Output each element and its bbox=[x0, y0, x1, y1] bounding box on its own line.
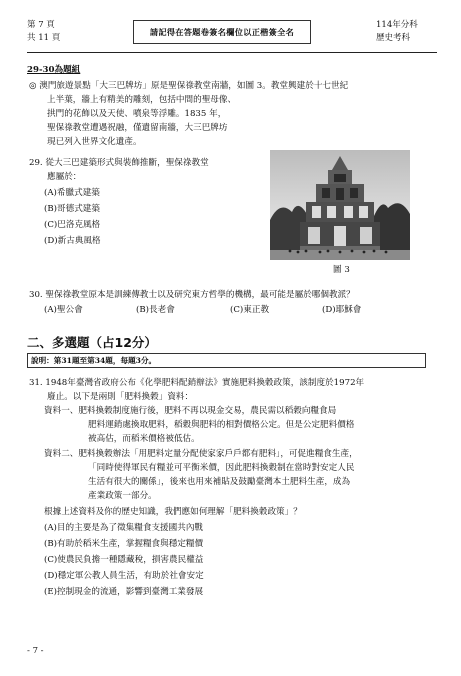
header-rule bbox=[27, 52, 437, 53]
passage-line: 拱門的花飾以及天使、噴泉等浮雕。1835 年， bbox=[47, 109, 227, 119]
q29-option: (A)希臘式建築 bbox=[44, 188, 100, 198]
material-2: 生活有很大的關係」，後來也用來補貼及鼓勵臺灣本土肥料生產，成為 bbox=[88, 477, 351, 487]
material-1: 肥料運銷處換取肥料，稻穀與肥料的相對價格公定。但是公定肥料價格 bbox=[88, 420, 355, 430]
material-1: 資料一、肥料換穀制度施行後，肥料不再以現金交易，農民需以稻穀向糧食局 bbox=[44, 406, 337, 416]
passage-line: ◎ 澳門旅遊景點「大三巴牌坊」原是聖保祿教堂南牆，如圖 3。教堂興建於十七世紀 bbox=[29, 81, 349, 91]
exam-subject: 歷史考科 bbox=[376, 33, 411, 43]
page-number: 第 7 頁 bbox=[27, 20, 55, 30]
q31-question: 根據上述資料及你的歷史知識，我們應如何理解「肥料換穀政策」？ bbox=[44, 507, 302, 517]
q31-stem: 31. 1948年臺灣省政府公布《化學肥料配銷辦法》實施肥料換穀政策，該制度於1972年 bbox=[29, 378, 365, 388]
q29-stem: 應屬於： bbox=[47, 172, 82, 182]
q30-stem: 30. 聖保祿教堂原本是訓練傳教士以及研究東方哲學的機構，最可能是屬於哪個教派？ bbox=[29, 290, 355, 300]
exam-year: 114年分科 bbox=[376, 20, 418, 30]
q29-option: (C)巴洛克風格 bbox=[44, 220, 101, 230]
q29-option: (B)哥德式建築 bbox=[44, 204, 100, 214]
material-2: 資料二、肥料換穀辦法「用肥料定量分配使家家戶戶都有肥料」，可促進糧食生產， bbox=[44, 449, 358, 459]
q31-option: (E)控制現金的流通，影響到臺灣工業發展 bbox=[44, 587, 204, 597]
q30-option: (C)東正教 bbox=[230, 305, 270, 315]
passage-line: 上半葉，牆上有精美的雕刻，包括中間的聖母像、 bbox=[47, 95, 237, 105]
figure-caption: 圖 3 bbox=[333, 265, 350, 275]
page-total: 共 11 頁 bbox=[27, 33, 61, 43]
passage-line: 聖保祿教堂遭遇祝融，僅遺留南牆，大三巴牌坊 bbox=[47, 123, 228, 133]
section-title: 二、多選題（占12分） bbox=[27, 335, 157, 350]
passage-line: 現已列入世界文化遺產。 bbox=[47, 137, 142, 147]
q31-option: (C)使農民負擔一種隱藏稅，損害農民權益 bbox=[44, 555, 204, 565]
group-title: 29-30為題組 bbox=[27, 65, 81, 75]
q30-option: (A)聖公會 bbox=[44, 305, 83, 315]
page-footer: - 7 - bbox=[27, 646, 44, 656]
ruins-of-st-paul-photo bbox=[270, 150, 410, 260]
q30-option: (B)長老會 bbox=[136, 305, 175, 315]
q30-option: (D)耶穌會 bbox=[322, 305, 362, 315]
q29-option: (D)新古典風格 bbox=[44, 236, 101, 246]
signature-notice: 請記得在答題卷簽名欄位以正楷簽全名 bbox=[133, 20, 311, 44]
q31-option: (A)目的主要是為了徵集糧食支援國共內戰 bbox=[44, 523, 204, 533]
section-note: 說明：第31題至第34題，每題3分。 bbox=[27, 353, 426, 368]
q31-option: (D)穩定軍公教人員生活，有助於社會安定 bbox=[44, 571, 204, 581]
q31-option: (B)有助於稻米生產，掌握糧食與穩定糧價 bbox=[44, 539, 204, 549]
q29-stem: 29. 從大三巴建築形式與裝飾推斷，聖保祿教堂 bbox=[29, 158, 209, 168]
q31-stem: 廢止。以下是兩則「肥料換穀」資料： bbox=[47, 392, 194, 402]
material-2: 「同時使得軍民有糧並可平衡米價，因此肥料換穀制在當時對安定人民 bbox=[88, 463, 355, 473]
material-1: 被高估，而稻米價格被低估。 bbox=[88, 434, 200, 444]
material-2: 產業政策一部分。 bbox=[88, 491, 157, 501]
